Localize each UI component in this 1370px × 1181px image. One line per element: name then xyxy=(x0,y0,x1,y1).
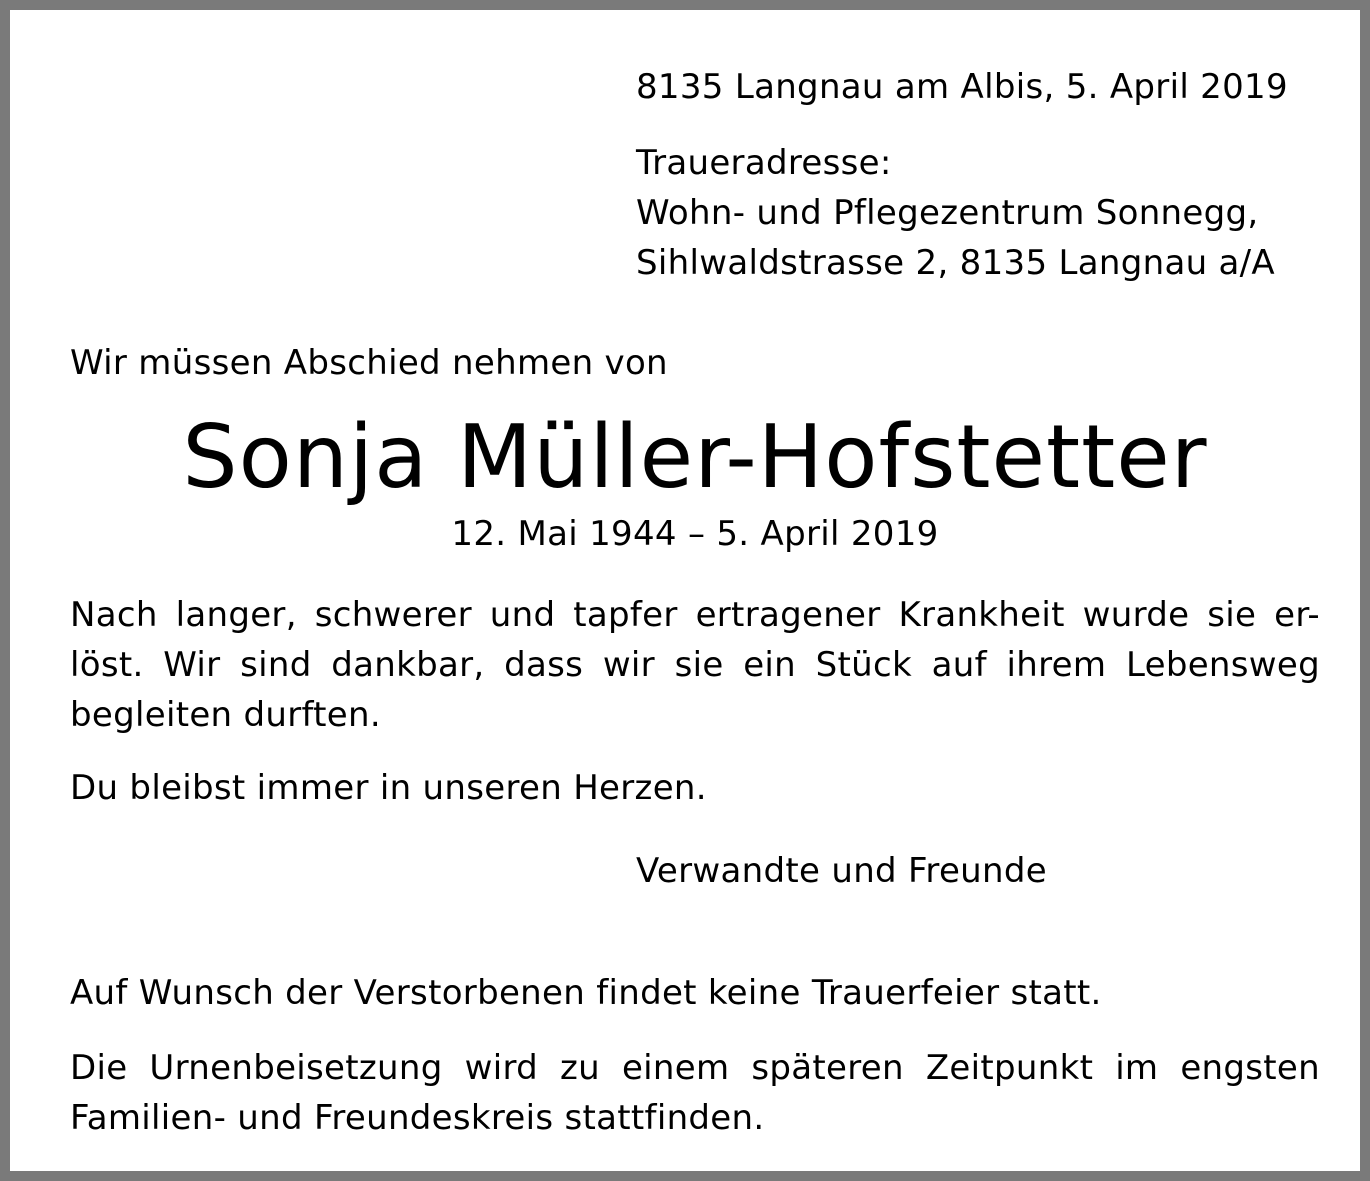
paragraph-1-line: Nach langer, schwerer und tapfer ertragener Krankheit wurde sie er- xyxy=(70,595,1320,635)
place-date: 8135 Langnau am Albis, 5. April 2019 xyxy=(636,67,1288,107)
paragraph-2: Du bleibst immer in unseren Herzen. xyxy=(70,768,707,808)
address-line-1: Wohn- und Pflegezentrum Sonnegg, xyxy=(636,193,1259,233)
paragraph-1 xyxy=(70,590,1320,740)
paragraph-1-line: löst. Wir sind dankbar, dass wir sie ein Stück auf ihrem Lebensweg xyxy=(70,645,1320,685)
note-1: Auf Wunsch der Verstorbenen findet keine Trauerfeier statt. xyxy=(70,973,1102,1013)
note-2-line: Familien- und Freundeskreis stattfinden. xyxy=(70,1098,765,1138)
intro-text: Wir müssen Abschied nehmen von xyxy=(70,343,668,383)
address-label: Traueradresse: xyxy=(636,143,892,183)
life-dates: 12. Mai 1944 – 5. April 2019 xyxy=(451,514,939,554)
mourning-address xyxy=(636,138,1275,288)
paragraph-1-line: begleiten durften. xyxy=(70,695,381,735)
note-2-line: Die Urnenbeisetzung wird zu einem späteren Zeitpunkt im engsten xyxy=(70,1048,1320,1088)
address-line-2: Sihlwaldstrasse 2, 8135 Langnau a/A xyxy=(636,243,1275,283)
note-2 xyxy=(70,1043,1320,1143)
signature: Verwandte und Freunde xyxy=(636,851,1047,891)
deceased-name: Sonja Müller-Hofstetter xyxy=(182,406,1208,508)
